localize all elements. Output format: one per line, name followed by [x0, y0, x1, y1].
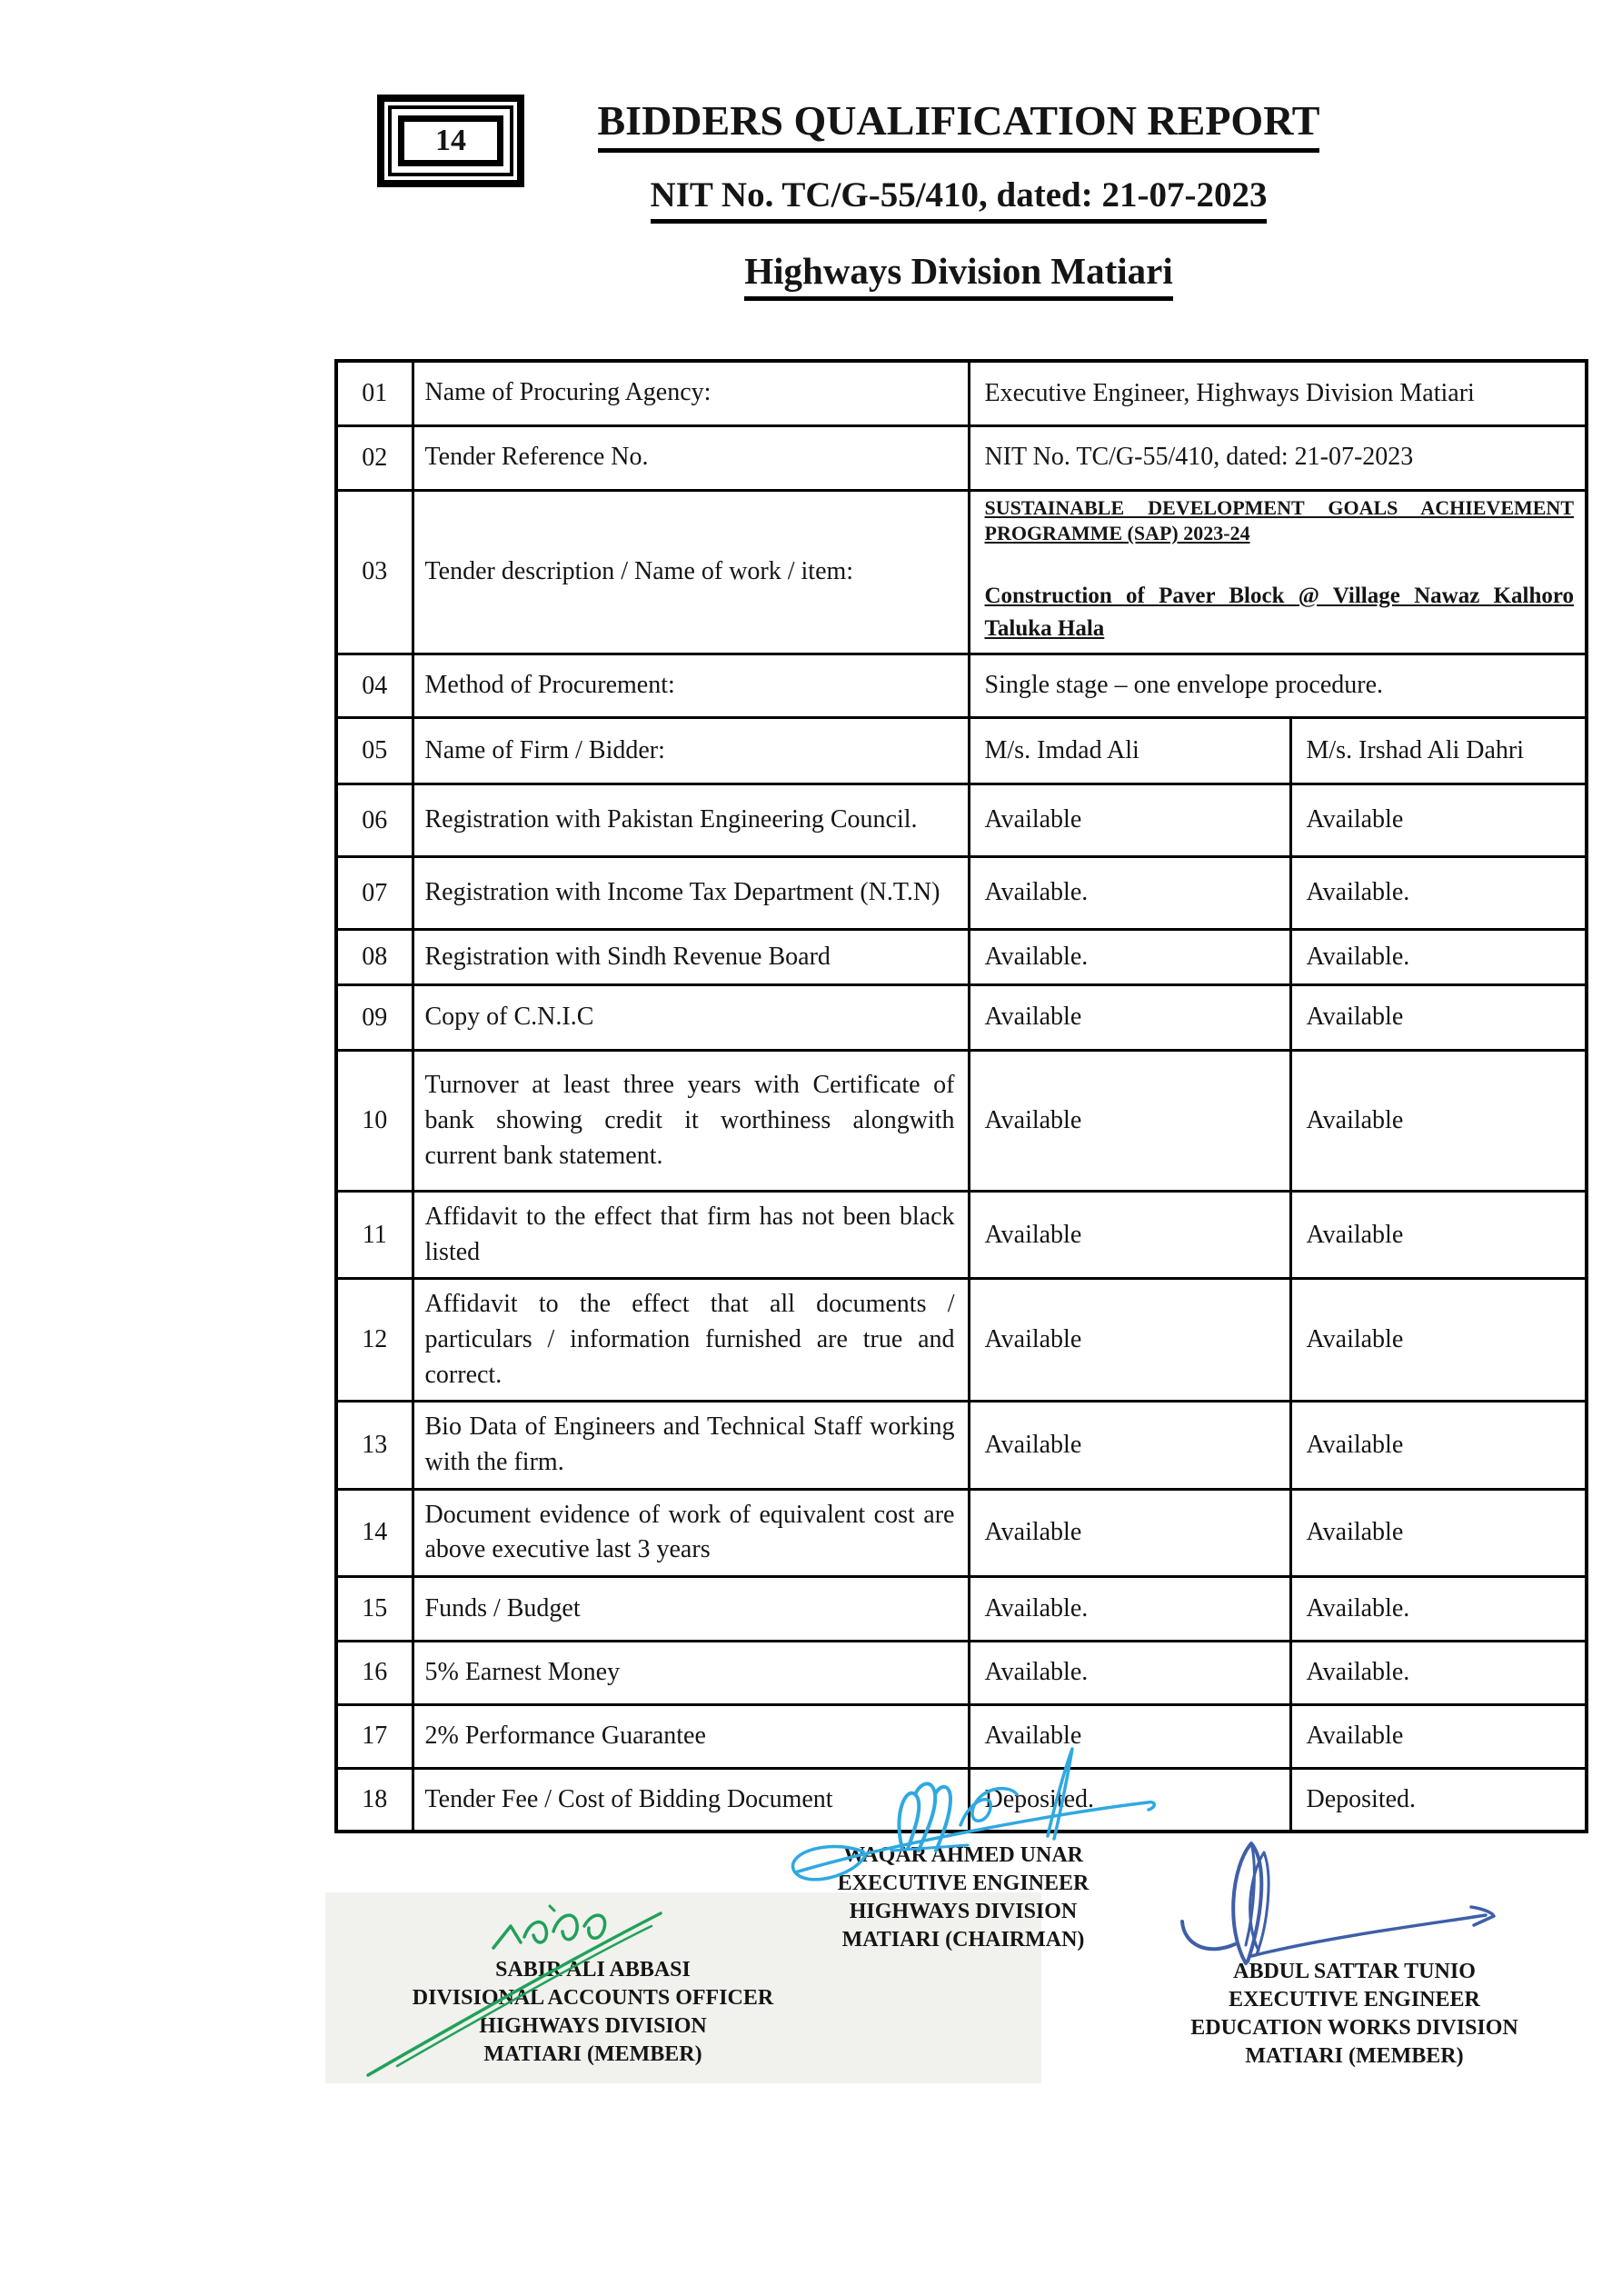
badge-frame [388, 105, 513, 176]
bidder1-cell: Available [969, 1402, 1290, 1489]
row-number-cell: 14 [336, 1489, 413, 1576]
signature-member-right-ink [1168, 1834, 1527, 1971]
member-left-division: HIGHWAYS DIVISION [479, 2014, 707, 2038]
row-number-cell: 03 [336, 490, 413, 654]
table-row [336, 1402, 1587, 1489]
row-label-cell: Document evidence of work of equivalent cost are above executive last 3 years [413, 1489, 969, 1576]
bidder2-cell: Available [1290, 784, 1587, 857]
row-label-cell: Name of Procuring Agency: [413, 361, 969, 425]
bidder1-cell: Available [969, 784, 1290, 857]
row-label-cell: Bio Data of Engineers and Technical Staff working with the firm. [413, 1402, 969, 1489]
row-label-cell: Registration with Sindh Revenue Board [413, 930, 969, 985]
bidder1-cell: Available. [969, 857, 1290, 930]
table-row [336, 857, 1587, 930]
table-row [336, 718, 1587, 784]
row-label-cell: Registration with Pakistan Engineering Council. [413, 784, 969, 857]
table-row [336, 1192, 1587, 1279]
bidder2-cell: Available [1290, 1704, 1587, 1768]
chairman-name: WAQAR AHMED UNAR [843, 1843, 1083, 1867]
row-number-cell: 13 [336, 1402, 413, 1489]
signature-chairman-ink [777, 1738, 1204, 1920]
tender-program-text: SUSTAINABLE DEVELOPMENT GOALS ACHIEVEMENT PROGRAMME (SAP) 2023-24 [984, 495, 1574, 545]
bidder1-cell: Available. [969, 1576, 1290, 1641]
row-number-cell: 01 [336, 361, 413, 425]
signature-member-left-ink [359, 1895, 677, 2081]
row-value-cell: NIT No. TC/G-55/410, dated: 21-07-2023 [969, 425, 1587, 490]
row-number-cell: 04 [336, 654, 413, 718]
bidder2-cell: Available. [1290, 930, 1587, 985]
row-number-cell: 16 [336, 1641, 413, 1704]
row-label-cell: Funds / Budget [413, 1576, 969, 1641]
member-left-title: DIVISIONAL ACCOUNTS OFFICER [412, 1986, 774, 2010]
bidder2-cell: Available. [1290, 1641, 1587, 1704]
member-right-name: ABDUL SATTAR TUNIO [1233, 1960, 1476, 1983]
row-label-cell: Tender description / Name of work / item: [413, 490, 969, 654]
bidder1-cell: Available [969, 1192, 1290, 1279]
row-label-cell: Affidavit to the effect that firm has not been black listed [413, 1192, 969, 1279]
row-number-cell: 07 [336, 857, 413, 930]
bidder2-cell: Available. [1290, 857, 1587, 930]
badge-number: 14 [398, 115, 503, 166]
tender-work-text: Construction of Paver Block @ Village Nawaz Kalhoro Taluka Hala [984, 583, 1574, 641]
bidder2-cell: Available [1290, 1402, 1587, 1489]
row-number-cell: 11 [336, 1192, 413, 1279]
chairman-division: HIGHWAYS DIVISION [849, 1900, 1078, 1923]
bidder1-cell: Available. [969, 1641, 1290, 1704]
row-number-cell: 18 [336, 1768, 413, 1832]
bidder2-cell: Available [1290, 1192, 1587, 1279]
member-right-title: EXECUTIVE ENGINEER [1229, 1988, 1480, 2011]
signature-block-member-right [1143, 1958, 1566, 2071]
row-number-cell: 02 [336, 425, 413, 490]
table-row [336, 1576, 1587, 1641]
member-left-role: MATIARI (MEMBER) [483, 2042, 702, 2066]
bidder2-cell: Available [1290, 1279, 1587, 1402]
row-number-cell: 10 [336, 1051, 413, 1192]
bidder2-cell: Deposited. [1290, 1768, 1587, 1832]
bidder1-cell: Deposited. [969, 1768, 1290, 1832]
member-left-name: SABIR ALI ABBASI [495, 1958, 691, 1982]
table-row [336, 985, 1587, 1051]
nit-heading: NIT No. TC/G-55/410, dated: 21-07-2023 [504, 175, 1413, 224]
row-number-cell: 09 [336, 985, 413, 1051]
row-label-cell: Name of Firm / Bidder: [413, 718, 969, 784]
row-label-cell: Tender Fee / Cost of Bidding Document [413, 1768, 969, 1832]
bidder1-cell: Available [969, 1279, 1290, 1402]
row-number-cell: 12 [336, 1279, 413, 1402]
row-label-cell: 5% Earnest Money [413, 1641, 969, 1704]
table-row [336, 1641, 1587, 1704]
table-row [336, 1279, 1587, 1402]
table-row [336, 1489, 1587, 1576]
row-number-cell: 05 [336, 718, 413, 784]
row-label-cell: Registration with Income Tax Department (N.T.N) [413, 857, 969, 930]
bidder1-cell: Available. [969, 930, 1290, 985]
table-row [336, 930, 1587, 985]
bidder2-cell: M/s. Irshad Ali Dahri [1290, 718, 1587, 784]
member-right-role: MATIARI (MEMBER) [1245, 2044, 1464, 2068]
bidder1-cell: M/s. Imdad Ali [969, 718, 1290, 784]
row-label-cell: Copy of C.N.I.C [413, 985, 969, 1051]
row-number-cell: 15 [336, 1576, 413, 1641]
bidder1-cell: Available [969, 985, 1290, 1051]
table-row [336, 490, 1587, 654]
row-label-cell: Affidavit to the effect that all documents / particulars / information furnished are true and correct. [413, 1279, 969, 1402]
bidder2-cell: Available [1290, 1051, 1587, 1192]
chairman-title: EXECUTIVE ENGINEER [837, 1872, 1090, 1895]
row-value-cell: Single stage – one envelope procedure. [969, 654, 1587, 718]
report-title: BIDDERS QUALIFICATION REPORT [504, 96, 1413, 153]
row-label-cell: Tender Reference No. [413, 425, 969, 490]
bidder2-cell: Available. [1290, 1576, 1587, 1641]
table-row [336, 1051, 1587, 1192]
row-label-cell: Method of Procurement: [413, 654, 969, 718]
row-value-cell: Executive Engineer, Highways Division Matiari [969, 361, 1587, 425]
division-heading: Highways Division Matiari [504, 249, 1413, 301]
bidder2-cell: Available [1290, 1489, 1587, 1576]
qualification-table [334, 359, 1588, 1833]
table-row [336, 425, 1587, 490]
page-number-badge [377, 95, 524, 187]
bidder1-cell: Available [969, 1489, 1290, 1576]
bidder2-cell: Available [1290, 985, 1587, 1051]
row-label-cell: Turnover at least three years with Certificate of bank showing credit it worthiness alongwith current bank statement. [413, 1051, 969, 1192]
table-row [336, 361, 1587, 425]
row-number-cell: 08 [336, 930, 413, 985]
row-value-cell [969, 490, 1587, 654]
member-right-division: EDUCATION WORKS DIVISION [1190, 2016, 1518, 2040]
table-row [336, 784, 1587, 857]
row-number-cell: 17 [336, 1704, 413, 1768]
bidder1-cell: Available [969, 1051, 1290, 1192]
row-number-cell: 06 [336, 784, 413, 857]
bidder1-cell: Available [969, 1704, 1290, 1768]
row-label-cell: 2% Performance Guarantee [413, 1704, 969, 1768]
chairman-role: MATIARI (CHAIRMAN) [841, 1928, 1085, 1952]
table-row [336, 654, 1587, 718]
